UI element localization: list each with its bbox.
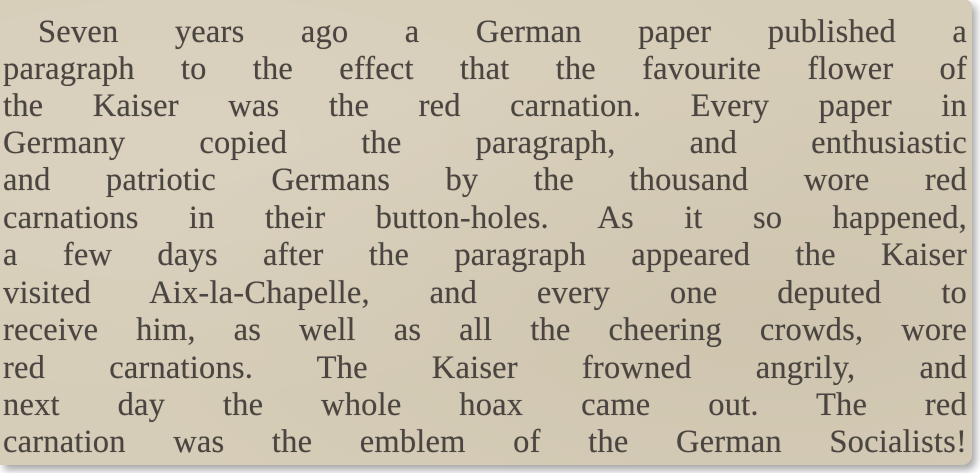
article-line: carnations in their button-holes. As it so happened,	[3, 200, 967, 236]
article-line: carnation was the emblem of the German Socialists!	[3, 424, 967, 460]
article-line: red carnations. The Kaiser frowned angrily, and	[3, 350, 967, 386]
article-line: Germany copied the paragraph, and enthusiastic	[3, 125, 967, 161]
article-line: next day the whole hoax came out. The red	[3, 387, 967, 423]
article-line: receive him, as well as all the cheering crowds, wore	[3, 312, 967, 348]
article-line: paragraph to the effect that the favourite flower of	[3, 51, 967, 87]
article-line: a few days after the paragraph appeared the Kaiser	[3, 237, 967, 273]
article-line: visited Aix-la-Chapelle, and every one deputed to	[3, 275, 967, 311]
article-line: Seven years ago a German paper published a	[38, 14, 967, 50]
article-line: and patriotic Germans by the thousand wore red	[3, 162, 967, 198]
article-line: the Kaiser was the red carnation. Every paper in	[3, 88, 967, 124]
